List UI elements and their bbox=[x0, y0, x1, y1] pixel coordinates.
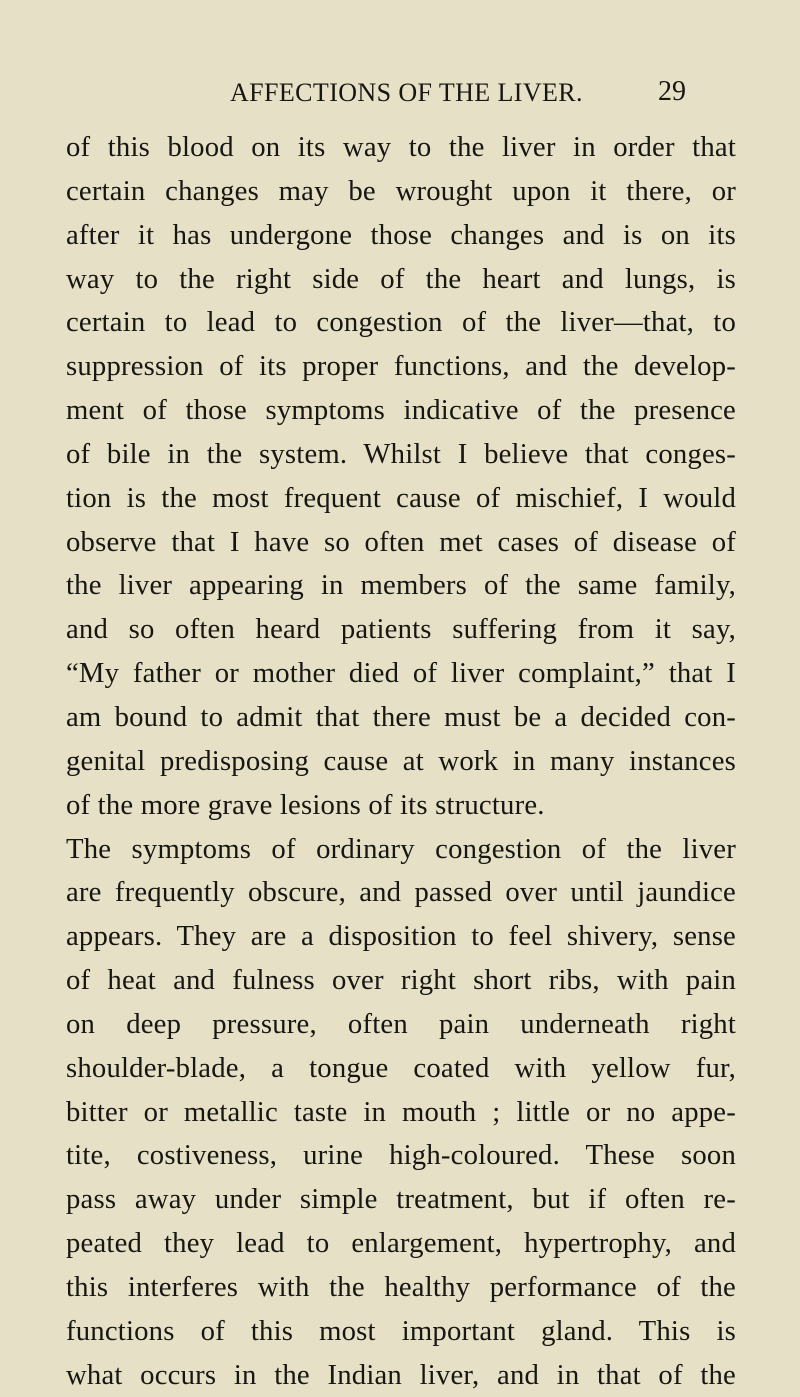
text-line: genital predisposing cause at work in many instances bbox=[66, 744, 736, 777]
text-line: am bound to admit that there must be a decided con- bbox=[66, 700, 736, 733]
text-line: of this blood on its way to the liver in order that bbox=[66, 131, 736, 163]
text-line: the liver appearing in members of the same family, bbox=[66, 569, 736, 602]
text-line: shoulder-blade, a tongue coated with yellow fur, bbox=[66, 1051, 736, 1084]
text-line: and so often heard patients suffering from it say, bbox=[66, 613, 736, 646]
text-line: of heat and fulness over right short ribs, with pain bbox=[66, 964, 736, 997]
body-text bbox=[66, 126, 736, 1397]
text-line: after it has undergone those changes and is on its bbox=[66, 218, 736, 251]
text-line: suppression of its proper functions, and the develop- bbox=[66, 350, 736, 383]
text-line: certain changes may be wrought upon it there, or bbox=[66, 174, 736, 207]
text-line: peated they lead to enlargement, hypertrophy, and bbox=[66, 1227, 736, 1260]
text-line: observe that I have so often met cases of disease of bbox=[66, 525, 736, 558]
text-line: pass away under simple treatment, but if often re- bbox=[66, 1183, 736, 1216]
text-line: “My father or mother died of liver complaint,” that I bbox=[66, 657, 736, 690]
running-head bbox=[0, 78, 800, 118]
text-line: way to the right side of the heart and lungs, is bbox=[66, 262, 736, 295]
page-number: 29 bbox=[658, 76, 686, 107]
text-line: functions of this most important gland. This is bbox=[66, 1314, 736, 1347]
text-line: what occurs in the Indian liver, and in that of the bbox=[66, 1358, 736, 1391]
text-line: tion is the most frequent cause of mischief, I would bbox=[66, 481, 736, 514]
text-line: appears. They are a disposition to feel shivery, sense bbox=[66, 920, 736, 953]
text-line: are frequently obscure, and passed over until jaundice bbox=[66, 876, 736, 909]
text-line: ment of those symptoms indicative of the presence bbox=[66, 394, 736, 427]
text-line: of bile in the system. Whilst I believe that conges- bbox=[66, 437, 736, 470]
running-title: AFFECTIONS OF THE LIVER. bbox=[230, 78, 583, 107]
paragraph-end-line: of the more grave lesions of its structure. bbox=[66, 788, 545, 821]
paragraph-start-line: The symptoms of ordinary congestion of the liver bbox=[66, 832, 736, 865]
text-line: certain to lead to congestion of the liver—that, to bbox=[66, 306, 736, 339]
text-line: tite, costiveness, urine high-coloured. These soon bbox=[66, 1139, 736, 1172]
text-line: on deep pressure, often pain underneath right bbox=[66, 1007, 736, 1040]
text-line: this interferes with the healthy performance of the bbox=[66, 1270, 736, 1303]
text-line: bitter or metallic taste in mouth ; little or no appe- bbox=[66, 1095, 736, 1128]
